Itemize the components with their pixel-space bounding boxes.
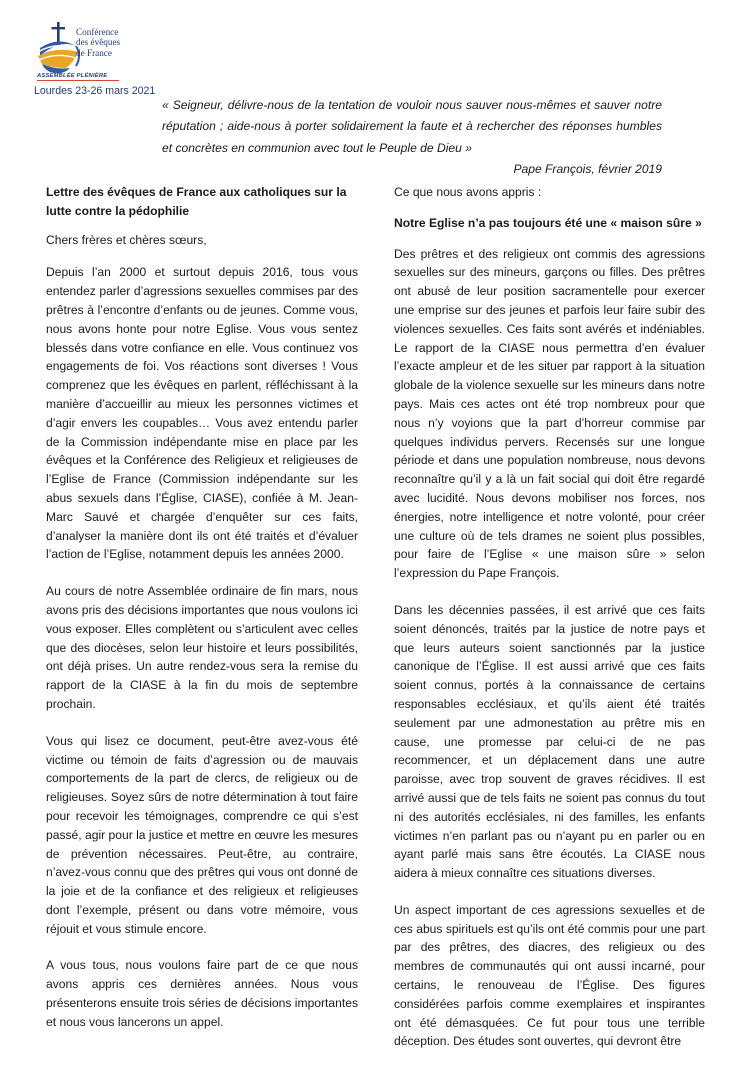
logo-wordmark [76,27,120,58]
section-subtitle: Notre Eglise n’a pas toujours été une « maison sûre » [394,215,702,230]
right-paragraph-1: Des prêtres et des religieux ont commis des agressions sexuelles sur des mineurs, garçons ou filles. Des prêtres ont abusé de leur position sacramentelle pour exercer une emprise sur des jeunes et parfois leur faire subir des violences sexuelles. Ces faits sont avérés et indéniables. Le rapport de la CIASE nous permettra d’en évaluer l’exacte ampleur et de les situer par rapport à la situation globale de la violence sexuelle sur les mineurs dans notre pays. Mais ces actes ont été trop nombreux pour que nous n’y voyions que la part d’horreur commise par quelques individus pervers. Recensés sur une longue période et dans une population nombreuse, nous devons reconnaître qu’il y a là un fait social qui doit être regardé avec lucidité. Nous devons mobiliser nos forces, nos énergies, notre intelligence et notre volonté, pour créer une culture où de tels drames ne soient plus possibles, pour faire de l’Eglise « une maison sûre » selon l’expression du Pape François. [394,246,705,581]
assembly-label: ASSEMBLÉE PLÉNIÈRE [37,73,119,81]
epigraph-text: « Seigneur, délivre-nous de la tentation de vouloir nous sauver nous-mêmes et sauver notre réputation ; aide-nous à porter solidairement la faute et à rechercher des réponses humbles et concrètes en communion avec tout le Peuple de Dieu » [162,98,662,155]
left-paragraph-3: Vous qui lisez ce document, peut-être avez-vous été victime ou témoin de faits d’agression ou de mauvais comportements de la part de clercs, de religieux ou de religieuses. Soyez sûrs de notre détermination à tout faire pour recevoir les témoignages, comprendre ce qui s’est passé, agir pour la justice et mettre en œuvre les mesures de prévention nécessaires. Peut-être, au contraire, n’avez-vous connu que des prêtres qui vous ont donné de la joie et de la confiance et des religieux et religieuses dont l’exemple, présent ou dans votre mémoire, vous réjouit et vous stimule encore. [46,733,358,936]
logo-line-1: Conférence [76,27,119,37]
right-paragraph-3: Un aspect important de ces agressions sexuelles et de ces abus spirituels est qu’ils ont été commis pour une part par des prêtres, des diacres, des religieux ou des membres de communautés qui ont aussi incarné, pour certains, le renouveau de l’Église. Des figures considérées parfois comme exemplaires et inspirantes ont été démasquées. Ce fut pour tous une terrible déception. Des études sont ouvertes, qui devront être [394,902,705,1049]
right-paragraph-2: Dans les décennies passées, il est arrivé que ces faits soient dénoncés, traités par la justice de notre pays et que leurs auteurs soient sanctionnés par la justice canonique de l’Église. Il est aussi arrivé que ces faits soient connus, portés à la connaissance de certains responsables ecclésiaux, et qu’ils aient été traités seulement par une admonestation au prêtre mis en cause, une promesse par celui-ci de ne pas recommencer, et un déplacement dans une autre paroisse, avec trop souvent de graves récidives. Il est arrivé aussi que de tels faits ne soient pas connus du tout ni des autorités ecclésiales, ni des familles, les enfants victimes n’en parlant pas ou n’ayant pu en parler ou en ayant parlé mais sans être écoutés. La CIASE nous aidera à mieux connaître ces situations diverses. [394,602,705,881]
left-paragraph-1: Depuis l’an 2000 et surtout depuis 2016, tous vous entendez parler d’agressions sexuelles commises par des prêtres à l’encontre d’enfants ou de jeunes. Comme vous, nous avons honte pour notre Eglise. Vous vous sentez blessés dans votre confiance en elle. Vous continuez vos engagements de foi. Vos réactions sont diverses ! Vous comprenez que les évêques en parlent, réfléchissant à la manière d’accueillir au mieux les personnes victimes et d’agir envers les coupables… Vous avez entendu parler de la Commission indépendante mise en place par les évêques et la Conférence des Religieux et religieuses de l’Eglise de France (Commission indépendante sur les abus sexuels dans l’Église, CIASE), confiée à M. Jean-Marc Sauvé et chargée d’enquêter sur ces faits, d’analyser la manière dont ils ont été traités et d’évaluer l’action de l’Eglise, notamment depuis les années 2000. [46,265,358,562]
section-intro: Ce que nous avons appris : [394,185,542,199]
place-date: Lourdes 23-26 mars 2021 [34,85,156,97]
epigraph [162,95,662,180]
left-column [46,183,358,1050]
letter-title: Lettre des évêques de France aux catholiques sur la lutte contre la pédophilie [46,185,347,218]
left-paragraph-2: Au cours de notre Assemblée ordinaire de fin mars, nous avons pris des décisions importantes que nous voulons ici vous exposer. Elles complètent ou s’articulent avec celles que des diocèses, selon leur histoire et leurs possibilités, ont déjà prises. Un autre rendez-vous sera la remise du rapport de la CIASE à la fin du mois de septembre prochain. [46,584,358,711]
logo-line-3: de France [76,47,112,58]
left-paragraph-4: A vous tous, nous voulons faire part de ce que nous avons appris ces dernières années. Nous vous présenterons ensuite trois séries de décisions importantes et nous vous lancerons un appel. [46,958,358,1029]
right-column [394,183,705,1069]
logo-line-2: des évêques [76,37,121,48]
epigraph-attribution: Pape François, février 2019 [513,161,662,176]
greeting: Chers frères et chères sœurs, [46,232,207,247]
